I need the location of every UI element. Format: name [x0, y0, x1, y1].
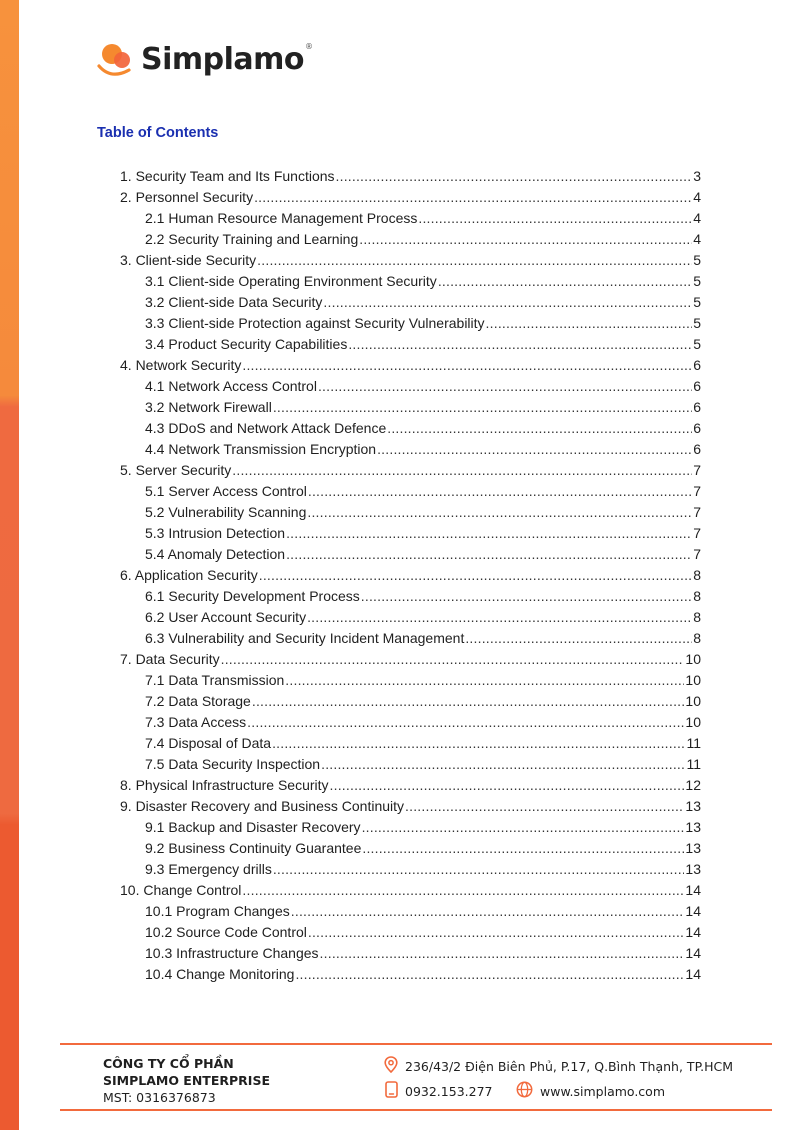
toc-entry-page: 6: [693, 420, 701, 436]
toc-entry-label: 4.3 DDoS and Network Attack Defence: [145, 420, 387, 436]
toc-entry-label: 5.2 Vulnerability Scanning: [145, 504, 307, 520]
phone-icon: [385, 1081, 405, 1101]
toc-entry[interactable]: [120, 775, 701, 796]
toc-leader-dots: [252, 691, 685, 712]
toc-entry-label: 4.1 Network Access Control: [145, 378, 317, 394]
toc-entry-label: 9. Disaster Recovery and Business Continuity: [120, 798, 405, 814]
toc-entry[interactable]: [120, 838, 701, 859]
toc-leader-dots: [486, 313, 693, 334]
toc-entry-page: 13: [685, 840, 701, 856]
toc-entry-label: 5.4 Anomaly Detection: [145, 546, 286, 562]
toc-leader-dots: [232, 460, 692, 481]
toc-entry-label: 5.1 Server Access Control: [145, 483, 307, 499]
toc-entry[interactable]: [120, 649, 701, 670]
globe-icon: [516, 1081, 540, 1101]
toc-entry-page: 6: [693, 399, 701, 415]
phone-contact: [385, 1081, 492, 1101]
toc-entry-label: 3.4 Product Security Capabilities: [145, 336, 348, 352]
company-name-line1: CÔNG TY CỔ PHẦN: [103, 1056, 234, 1071]
toc-entry-label: 7.4 Disposal of Data: [145, 735, 272, 751]
toc-leader-dots: [285, 670, 684, 691]
toc-leader-dots: [254, 187, 692, 208]
toc-entry[interactable]: [120, 502, 701, 523]
toc-entry-label: 9.2 Business Continuity Guarantee: [145, 840, 362, 856]
logo-mark-icon: [97, 40, 137, 80]
toc-entry-page: 6: [693, 441, 701, 457]
toc-leader-dots: [273, 397, 692, 418]
toc-entry-page: 13: [685, 861, 701, 877]
toc-leader-dots: [247, 712, 684, 733]
toc-entry[interactable]: [120, 334, 701, 355]
brand-logo: [97, 40, 313, 80]
toc-entry-label: 6.2 User Account Security: [145, 609, 307, 625]
toc-entry-page: 5: [693, 252, 701, 268]
toc-entry-label: 3.2 Network Firewall: [145, 399, 272, 415]
toc-entry[interactable]: [120, 880, 701, 901]
toc-entry[interactable]: [120, 859, 701, 880]
toc-leader-dots: [307, 607, 692, 628]
toc-entry-page: 7: [693, 462, 701, 478]
toc-entry-page: 4: [693, 210, 701, 226]
toc-entry-label: 9.3 Emergency drills: [145, 861, 272, 877]
toc-entry[interactable]: [120, 271, 701, 292]
toc-entry-label: 7. Data Security: [120, 651, 220, 667]
toc-entry-page: 14: [685, 924, 701, 940]
toc-entry-page: 5: [693, 315, 701, 331]
toc-entry[interactable]: [120, 712, 701, 733]
toc-leader-dots: [361, 586, 692, 607]
toc-leader-dots: [308, 481, 692, 502]
toc-entry-label: 10.2 Source Code Control: [145, 924, 307, 940]
toc-leader-dots: [291, 901, 685, 922]
location-pin-icon: [384, 1056, 405, 1076]
toc-entry-page: 7: [693, 525, 701, 541]
phone-text: 0932.153.277: [405, 1083, 493, 1099]
toc-entry-label: 2.2 Security Training and Learning: [145, 231, 359, 247]
toc-entry[interactable]: [120, 313, 701, 334]
toc-leader-dots: [242, 880, 684, 901]
toc-entry-page: 7: [693, 483, 701, 499]
toc-entry[interactable]: [120, 607, 701, 628]
toc-entry-label: 7.1 Data Transmission: [145, 672, 285, 688]
toc-leader-dots: [362, 838, 684, 859]
website-link[interactable]: www.simplamo.com: [540, 1083, 665, 1099]
toc-leader-dots: [273, 859, 685, 880]
toc-leader-dots: [418, 208, 692, 229]
toc-leader-dots: [348, 334, 692, 355]
toc-entry[interactable]: [120, 208, 701, 229]
toc-entry[interactable]: [120, 901, 701, 922]
toc-entry-label: 10.3 Infrastructure Changes: [145, 945, 319, 961]
footer-divider-bottom: [60, 1109, 772, 1111]
toc-leader-dots: [320, 943, 685, 964]
toc-entry[interactable]: [120, 817, 701, 838]
toc-entry-label: 10. Change Control: [120, 882, 242, 898]
toc-entry-label: 3.2 Client-side Data Security: [145, 294, 323, 310]
toc-entry-page: 10: [685, 651, 701, 667]
toc-entry-page: 10: [685, 672, 701, 688]
toc-leader-dots: [307, 502, 692, 523]
toc-entry[interactable]: [120, 943, 701, 964]
toc-entry-page: 5: [693, 336, 701, 352]
toc-leader-dots: [321, 754, 685, 775]
toc-entry-label: 10.4 Change Monitoring: [145, 966, 295, 982]
toc-leader-dots: [295, 964, 684, 985]
toc-entry[interactable]: [120, 964, 701, 985]
website-contact: [516, 1081, 665, 1101]
toc-entry[interactable]: [120, 544, 701, 565]
toc-list: [120, 166, 701, 985]
toc-entry[interactable]: [120, 628, 701, 649]
toc-leader-dots: [286, 523, 692, 544]
toc-title: Table of Contents: [97, 125, 219, 141]
toc-leader-dots: [330, 775, 685, 796]
toc-entry[interactable]: [120, 754, 701, 775]
company-name-line2: SIMPLAMO ENTERPRISE: [103, 1073, 270, 1088]
address-contact: [384, 1056, 733, 1076]
address-text: 236/43/2 Điện Biên Phủ, P.17, Q.Bình Thạnh, TP.HCM: [405, 1058, 734, 1074]
toc-entry-label: 7.3 Data Access: [145, 714, 247, 730]
toc-entry[interactable]: [120, 586, 701, 607]
toc-entry-page: 4: [693, 231, 701, 247]
toc-entry-label: 8. Physical Infrastructure Security: [120, 777, 329, 793]
brand-name: Simplamo: [141, 41, 305, 77]
toc-entry[interactable]: [120, 523, 701, 544]
toc-entry-page: 5: [693, 273, 701, 289]
toc-leader-dots: [308, 922, 685, 943]
toc-entry[interactable]: [120, 460, 701, 481]
footer-divider-top: [60, 1043, 772, 1045]
toc-entry-page: 7: [693, 504, 701, 520]
toc-entry-page: 11: [686, 735, 701, 751]
toc-entry[interactable]: [120, 922, 701, 943]
toc-entry[interactable]: [120, 355, 701, 376]
toc-entry-label: 7.2 Data Storage: [145, 693, 251, 709]
toc-entry-label: 2. Personnel Security: [120, 189, 254, 205]
toc-entry-page: 14: [685, 882, 701, 898]
toc-entry[interactable]: [120, 229, 701, 250]
toc-entry-label: 5. Server Security: [120, 462, 232, 478]
toc-entry-label: 6.3 Vulnerability and Security Incident Management: [145, 630, 465, 646]
toc-leader-dots: [259, 565, 692, 586]
toc-entry[interactable]: [120, 376, 701, 397]
toc-entry-label: 6. Application Security: [120, 567, 258, 583]
toc-entry[interactable]: [120, 397, 701, 418]
toc-entry-page: 14: [685, 966, 701, 982]
toc-entry-page: 13: [685, 798, 701, 814]
toc-leader-dots: [359, 229, 692, 250]
toc-leader-dots: [405, 796, 684, 817]
toc-entry-page: 8: [693, 567, 701, 583]
toc-entry-page: 8: [693, 630, 701, 646]
toc-leader-dots: [242, 355, 692, 376]
toc-entry[interactable]: [120, 796, 701, 817]
toc-entry-page: 8: [693, 588, 701, 604]
toc-entry-label: 3.3 Client-side Protection against Security Vulnerability: [145, 315, 485, 331]
side-accent-bar: [0, 0, 19, 1130]
toc-leader-dots: [318, 376, 692, 397]
toc-entry-page: 7: [693, 546, 701, 562]
toc-entry[interactable]: [120, 292, 701, 313]
toc-leader-dots: [387, 418, 692, 439]
toc-leader-dots: [465, 628, 692, 649]
toc-entry-page: 10: [685, 714, 701, 730]
toc-leader-dots: [272, 733, 685, 754]
toc-entry-page: 3: [693, 168, 701, 184]
registered-mark: ®: [305, 41, 314, 51]
toc-entry-page: 6: [693, 378, 701, 394]
toc-entry-label: 9.1 Backup and Disaster Recovery: [145, 819, 361, 835]
company-tax-id: MST: 0316376873: [103, 1090, 216, 1105]
toc-entry-page: 11: [686, 756, 701, 772]
toc-leader-dots: [336, 166, 693, 187]
toc-leader-dots: [362, 817, 685, 838]
toc-entry-label: 6.1 Security Development Process: [145, 588, 360, 604]
toc-leader-dots: [323, 292, 692, 313]
toc-leader-dots: [221, 649, 685, 670]
toc-entry[interactable]: [120, 418, 701, 439]
toc-leader-dots: [438, 271, 692, 292]
toc-entry-page: 10: [685, 693, 701, 709]
toc-entry-page: 8: [693, 609, 701, 625]
toc-entry-label: 4.4 Network Transmission Encryption: [145, 441, 377, 457]
toc-entry[interactable]: [120, 439, 701, 460]
toc-entry-label: 3.1 Client-side Operating Environment Security: [145, 273, 437, 289]
toc-entry-label: 7.5 Data Security Inspection: [145, 756, 321, 772]
toc-entry-label: 1. Security Team and Its Functions: [120, 168, 335, 184]
toc-entry[interactable]: [120, 481, 701, 502]
toc-entry[interactable]: [120, 565, 701, 586]
toc-entry-page: 13: [685, 819, 701, 835]
toc-entry-label: 10.1 Program Changes: [145, 903, 290, 919]
toc-leader-dots: [377, 439, 692, 460]
toc-entry-page: 14: [685, 945, 701, 961]
toc-leader-dots: [286, 544, 692, 565]
toc-entry-label: 3. Client-side Security: [120, 252, 257, 268]
company-block: [103, 1055, 270, 1106]
toc-entry[interactable]: [120, 691, 701, 712]
toc-entry-page: 4: [693, 189, 701, 205]
toc-entry-page: 6: [693, 357, 701, 373]
toc-leader-dots: [257, 250, 692, 271]
toc-entry-label: 2.1 Human Resource Management Process: [145, 210, 418, 226]
toc-entry-page: 14: [685, 903, 701, 919]
toc-entry-page: 12: [685, 777, 701, 793]
toc-entry[interactable]: [120, 670, 701, 691]
toc-entry[interactable]: [120, 187, 701, 208]
toc-entry[interactable]: [120, 733, 701, 754]
toc-entry[interactable]: [120, 166, 701, 187]
toc-entry[interactable]: [120, 250, 701, 271]
toc-entry-page: 5: [693, 294, 701, 310]
toc-entry-label: 5.3 Intrusion Detection: [145, 525, 286, 541]
toc-entry-label: 4. Network Security: [120, 357, 242, 373]
